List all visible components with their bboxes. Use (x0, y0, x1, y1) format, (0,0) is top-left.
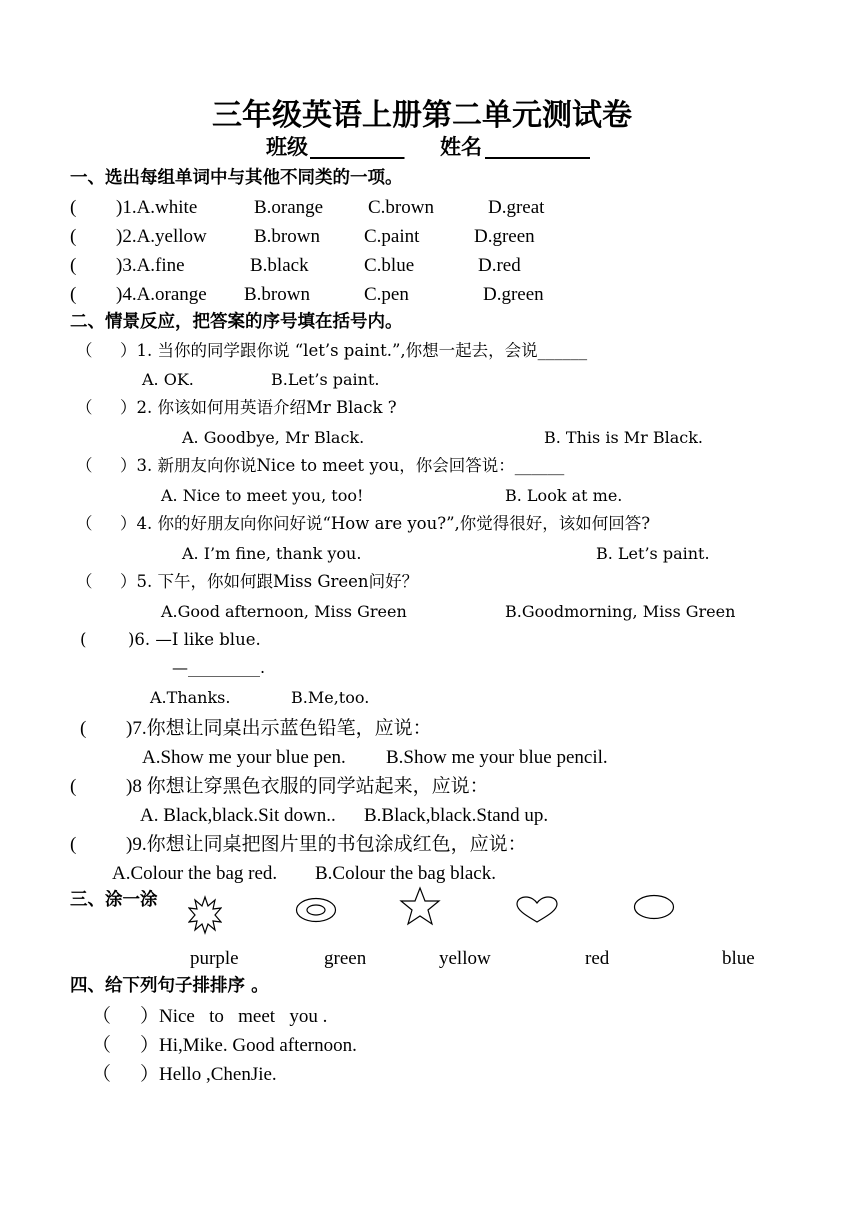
s1-q4-option-b: B.brown (244, 284, 310, 305)
s2-q4-option-b: B. Let’s paint. (596, 544, 710, 563)
color-word-green: green (324, 948, 367, 969)
page-title: 三年级英语上册第二单元测试卷 (212, 98, 632, 133)
s1-q1-paren: ( (70, 197, 77, 218)
s4-item2-sentence: ）Hi,Mike. Good afternoon. (140, 1035, 357, 1056)
s1-q4-option-c: C.pen (364, 284, 409, 305)
s2-q1-question: ）1. 当你的同学跟你说 “let’s paint.”,你想一起去，会说______ (120, 341, 588, 360)
section3-heading: 三、涂一涂 (70, 890, 158, 910)
s2-q7-question: )7.你想让同桌出示蓝色铅笔，应说： (126, 718, 432, 739)
s1-q3-option-b: B.black (250, 255, 309, 276)
s1-q2-paren: ( (70, 226, 77, 247)
s2-q5-paren: （ (76, 572, 93, 591)
star-shape-icon (398, 886, 442, 926)
s2-q9-paren: ( (70, 834, 77, 855)
s4-item3-sentence: ）Hello ,ChenJie. (140, 1064, 277, 1085)
s2-q1-paren: （ (76, 341, 93, 360)
class-blank: _________ (310, 134, 405, 159)
s2-q4-question: ）4. 你的好朋友向你问好说“How are you?”,你觉得很好，该如何回答? (120, 514, 651, 533)
s2-q5-option-b: B.Goodmorning, Miss Green (505, 602, 736, 621)
section4-heading: 四、给下列句子排排序 。 (70, 976, 269, 996)
s2-q3-question: ）3. 新朋友向你说Nice to meet you，你会回答说：______ (120, 456, 565, 475)
s2-q5-question: ）5. 下午，你如何跟Miss Green问好？ (120, 572, 419, 591)
s2-q3-paren: （ (76, 456, 93, 475)
s2-q9-option-b: B.Colour the bag black. (315, 863, 496, 884)
section2-heading: 二、情景反应，把答案的序号填在括号内。 (70, 312, 403, 332)
s2-q2-question: ）2. 你该如何用英语介绍Mr Black ? (120, 398, 397, 417)
s1-q4-paren: ( (70, 284, 77, 305)
color-word-purple: purple (190, 948, 239, 969)
s2-q2-option-a: A. Goodbye, Mr Black. (182, 428, 365, 447)
s2-q2-paren: （ (76, 398, 93, 417)
heart-shape-icon (515, 896, 559, 924)
s1-q3-option-a: )3.A.fine (116, 255, 185, 276)
name-label: 姓名 (440, 134, 482, 159)
s2-q3-option-a: A. Nice to meet you, too! (161, 486, 364, 505)
s1-q3-option-c: C.blue (364, 255, 415, 276)
name-blank: __________ (485, 134, 590, 159)
s2-q6-question: )6. —I like blue. (128, 630, 261, 649)
class-label: 班级 (266, 134, 308, 159)
s2-q9-option-a: A.Colour the bag red. (112, 863, 278, 884)
oval-shape-icon (633, 894, 675, 920)
s2-q6-paren: ( (80, 630, 87, 649)
s1-q1-option-b: B.orange (254, 197, 324, 218)
burst-shape-icon (188, 895, 222, 935)
s2-q7-option-b: B.Show me your blue pencil. (386, 747, 608, 768)
s4-item3-paren: （ (92, 1064, 112, 1085)
s2-q9-question: )9.你想让同桌把图片里的书包涂成红色，应说： (126, 834, 527, 855)
s2-q8-option-b: B.Black,black.Stand up. (364, 805, 549, 826)
s1-q1-option-a: )1.A.white (116, 197, 198, 218)
s2-q8-option-a: A. Black,black.Sit down.. (140, 805, 336, 826)
s1-q4-option-d: D.green (483, 284, 544, 305)
s2-q3-option-b: B. Look at me. (505, 486, 623, 505)
s1-q3-paren: ( (70, 255, 77, 276)
s4-item1-sentence: ）Nice to meet you . (140, 1006, 328, 1027)
s2-q1-option-a: A. OK. (142, 370, 194, 389)
s1-q3-option-d: D.red (478, 255, 521, 276)
s2-q6-option-a: A.Thanks. (150, 688, 231, 707)
s1-q2-option-b: B.brown (254, 226, 320, 247)
s2-q7-paren: ( (80, 718, 87, 739)
s2-q4-paren: （ (76, 514, 93, 533)
s1-q2-option-c: C.paint (364, 226, 420, 247)
s2-q6-answer-line: —_________. (172, 658, 266, 677)
s2-q8-paren: ( (70, 776, 77, 797)
color-word-red: red (585, 948, 610, 969)
s2-q6-option-b: B.Me,too. (291, 688, 370, 707)
s1-q4-option-a: )4.A.orange (116, 284, 207, 305)
s2-q4-option-a: A. I’m fine, thank you. (182, 544, 362, 563)
color-word-yellow: yellow (439, 948, 491, 969)
s1-q2-option-d: D.green (474, 226, 535, 247)
s4-item1-paren: （ (92, 1006, 112, 1027)
s2-q5-option-a: A.Good afternoon, Miss Green (161, 602, 407, 621)
s1-q1-option-d: D.great (488, 197, 545, 218)
section1-heading: 一、选出每组单词中与其他不同类的一项。 (70, 168, 403, 188)
s1-q1-option-c: C.brown (368, 197, 434, 218)
s2-q1-option-b: B.Let’s paint. (271, 370, 380, 389)
s2-q2-option-b: B. This is Mr Black. (544, 428, 704, 447)
color-word-blue: blue (722, 948, 755, 969)
double-oval-shape-icon (295, 897, 337, 923)
s4-item2-paren: （ (92, 1035, 112, 1056)
s2-q7-option-a: A.Show me your blue pen. (142, 747, 346, 768)
s1-q2-option-a: )2.A.yellow (116, 226, 207, 247)
s2-q8-question: )8 你想让穿黑色衣服的同学站起来，应说： (126, 776, 489, 797)
